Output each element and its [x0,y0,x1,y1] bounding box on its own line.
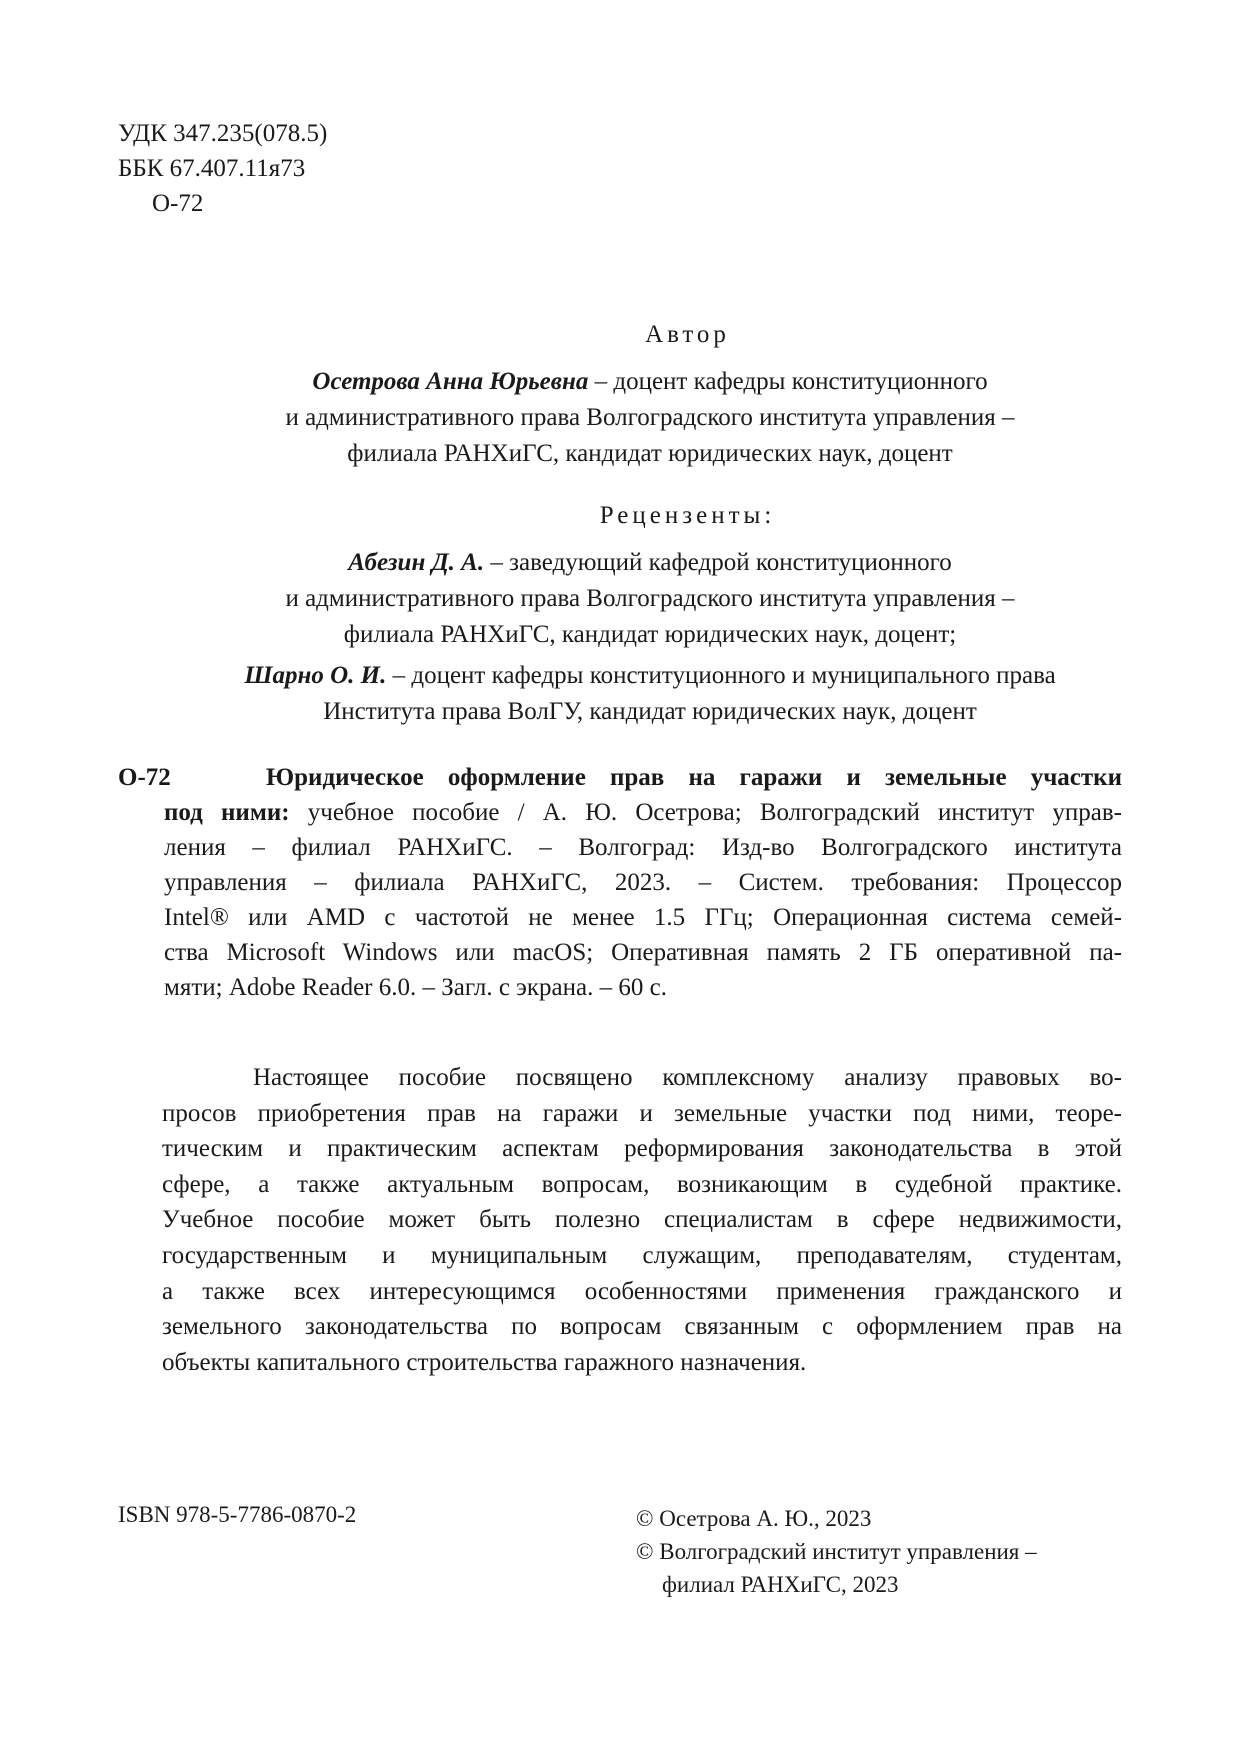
author-heading: Автор [645,321,730,348]
reviewer-2-line-2: Института права ВолГУ, кандидат юридических наук, доцент [323,698,977,725]
entry-line-6: ства Microsoft Windows или macOS; Оперативная память 2 ГБ оперативной па- [164,939,1122,966]
reviewer-1-line-1 [150,545,1150,581]
copyright-institute-line-2: филиал РАНХиГС, 2023 [662,1572,899,1597]
abstract-line-5: Учебное пособие может быть полезно специалистам в сфере недвижимости, [162,1206,1122,1234]
entry-line-7: мяти; Adobe Reader 6.0. – Загл. с экрана. – 60 с. [164,974,667,1001]
author-line-1 [150,364,1150,400]
entry-line-2-rest: учебное пособие / А. Ю. Осетрова; Волгоградский институт управ- [289,799,1123,826]
entry-line-5: Intel® или AMD с частотой не менее 1.5 ГГц; Операционная система семей- [164,904,1122,931]
copyright-block [636,1502,1037,1601]
reviewer-1-line-3: филиала РАНХиГС, кандидат юридических наук, доцент; [343,621,957,648]
copyright-author: © Осетрова А. Ю., 2023 [636,1506,872,1531]
author-line-2: и административного права Волгоградского института управления – [285,404,1015,431]
reviewer-1-name: Абезин Д. А. [348,549,485,576]
abstract-line-1: Настоящее пособие посвящено комплексному анализу правовых во- [253,1064,1122,1091]
reviewer-2-name: Шарно О. И. [244,662,387,689]
reviewer-2-line-1 [150,658,1150,694]
abstract-line-9: объекты капитального строительства гаражного назначения. [162,1348,807,1376]
entry-line-3: ления – филиал РАНХиГС. – Волгоград: Изд-во Волгоградского института [164,834,1122,861]
entry-title-line-2: под ними: [164,799,290,826]
abstract-line-7: а также всех интересующимся особенностями применения гражданского и [162,1277,1122,1305]
author-line-3: филиала РАНХиГС, кандидат юридических наук, доцент [347,440,953,467]
author-name: Осетрова Анна Юрьевна [312,368,589,395]
reviewer-1-line-1-rest: – заведующий кафедрой конституционного [484,549,952,576]
author-line-1-rest: – доцент кафедры конституционного [588,368,988,395]
abstract-line-2: просов приобретения прав на гаражи и земельные участки под ними, теоре- [162,1099,1122,1127]
udk-code: УДК 347.235(078.5) [118,120,328,147]
abstract-line-3: тическим и практическим аспектам реформирования законодательства в этой [162,1135,1122,1163]
reviewer-2-block [150,658,1150,730]
isbn: ISBN 978-5-7786-0870-2 [118,1502,357,1527]
entry-line-1 [118,760,1122,795]
classification-codes [118,116,327,221]
author-block [150,364,1150,472]
bbk-code: ББК 67.407.11я73 [118,155,306,182]
abstract-line-4: сфере, а также актуальным вопросам, возникающим в судебной практике. [162,1170,1122,1198]
abstract-line-6: государственным и муниципальным служащим, преподавателям, студентам, [162,1241,1122,1269]
reviewers-heading: Рецензенты: [599,502,776,529]
entry-line-2 [164,795,1122,830]
reviewer-1-block [150,545,1150,653]
entry-line-4: управления – филиала РАНХиГС, 2023. – Систем. требования: Процессор [164,869,1122,896]
reviewer-2-line-1-rest: – доцент кафедры конституционного и муниципального права [386,662,1056,689]
abstract [162,1060,1122,1380]
abstract-line-8: земельного законодательства по вопросам связанным с оформлением прав на [162,1313,1122,1341]
entry-code: О-72 [118,764,171,791]
bibliographic-entry [118,760,1122,1005]
author-mark: О-72 [152,190,204,217]
copyright-institute-line-1: © Волгоградский институт управления – [636,1539,1037,1564]
reviewer-1-line-2: и административного права Волгоградского института управления – [285,585,1015,612]
entry-title-line-1: Юридическое оформление прав на гаражи и земельные участки [266,764,1122,791]
entry-body [118,795,1122,1005]
